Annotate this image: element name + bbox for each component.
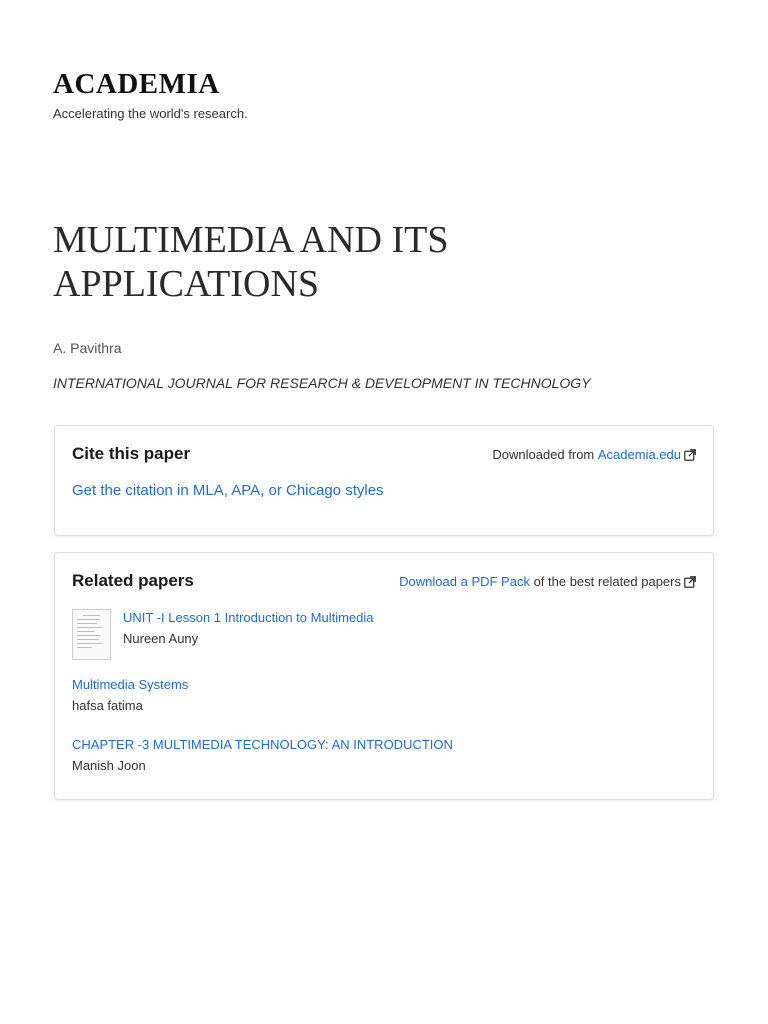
related-item-author: Nureen Auny [123,631,199,646]
related-item-title[interactable]: Multimedia Systems [72,677,189,692]
downloaded-from [492,447,696,462]
pack-suffix: of the best related papers [529,574,681,589]
related-item [123,610,374,646]
downloaded-prefix: Downloaded from [492,447,598,462]
document-thumbnail-icon[interactable] [72,609,111,660]
brand-header [53,66,248,121]
pdf-pack [399,574,696,589]
paper-journal: INTERNATIONAL JOURNAL FOR RESEARCH & DEVELOPMENT IN TECHNOLOGY [53,375,591,391]
related-item-title[interactable]: UNIT -I Lesson 1 Introduction to Multimedia [123,610,374,625]
cite-card [54,425,714,536]
related-item [72,677,188,713]
academia-edu-link[interactable]: Academia.edu [597,447,681,462]
cite-heading: Cite this paper [72,444,191,463]
related-heading: Related papers [72,571,194,590]
related-item-author: Manish Joon [72,758,146,773]
related-item-author: hafsa fatima [72,698,143,713]
download-pdf-pack-link[interactable]: Download a PDF Pack [399,574,530,589]
academia-logo[interactable]: ACADEMIA [53,68,220,100]
paper-author: A. Pavithra [53,340,122,356]
external-link-icon[interactable] [684,576,696,588]
related-item-title[interactable]: CHAPTER -3 MULTIMEDIA TECHNOLOGY: AN INTRODUCTION [72,737,453,752]
related-item [72,737,453,773]
related-papers-card [54,552,714,800]
tagline: Accelerating the world's research. [53,106,248,121]
get-citation-link[interactable]: Get the citation in MLA, APA, or Chicago styles [72,482,384,499]
external-link-icon[interactable] [684,449,696,461]
paper-title: MULTIMEDIA AND ITS APPLICATIONS [53,219,449,305]
